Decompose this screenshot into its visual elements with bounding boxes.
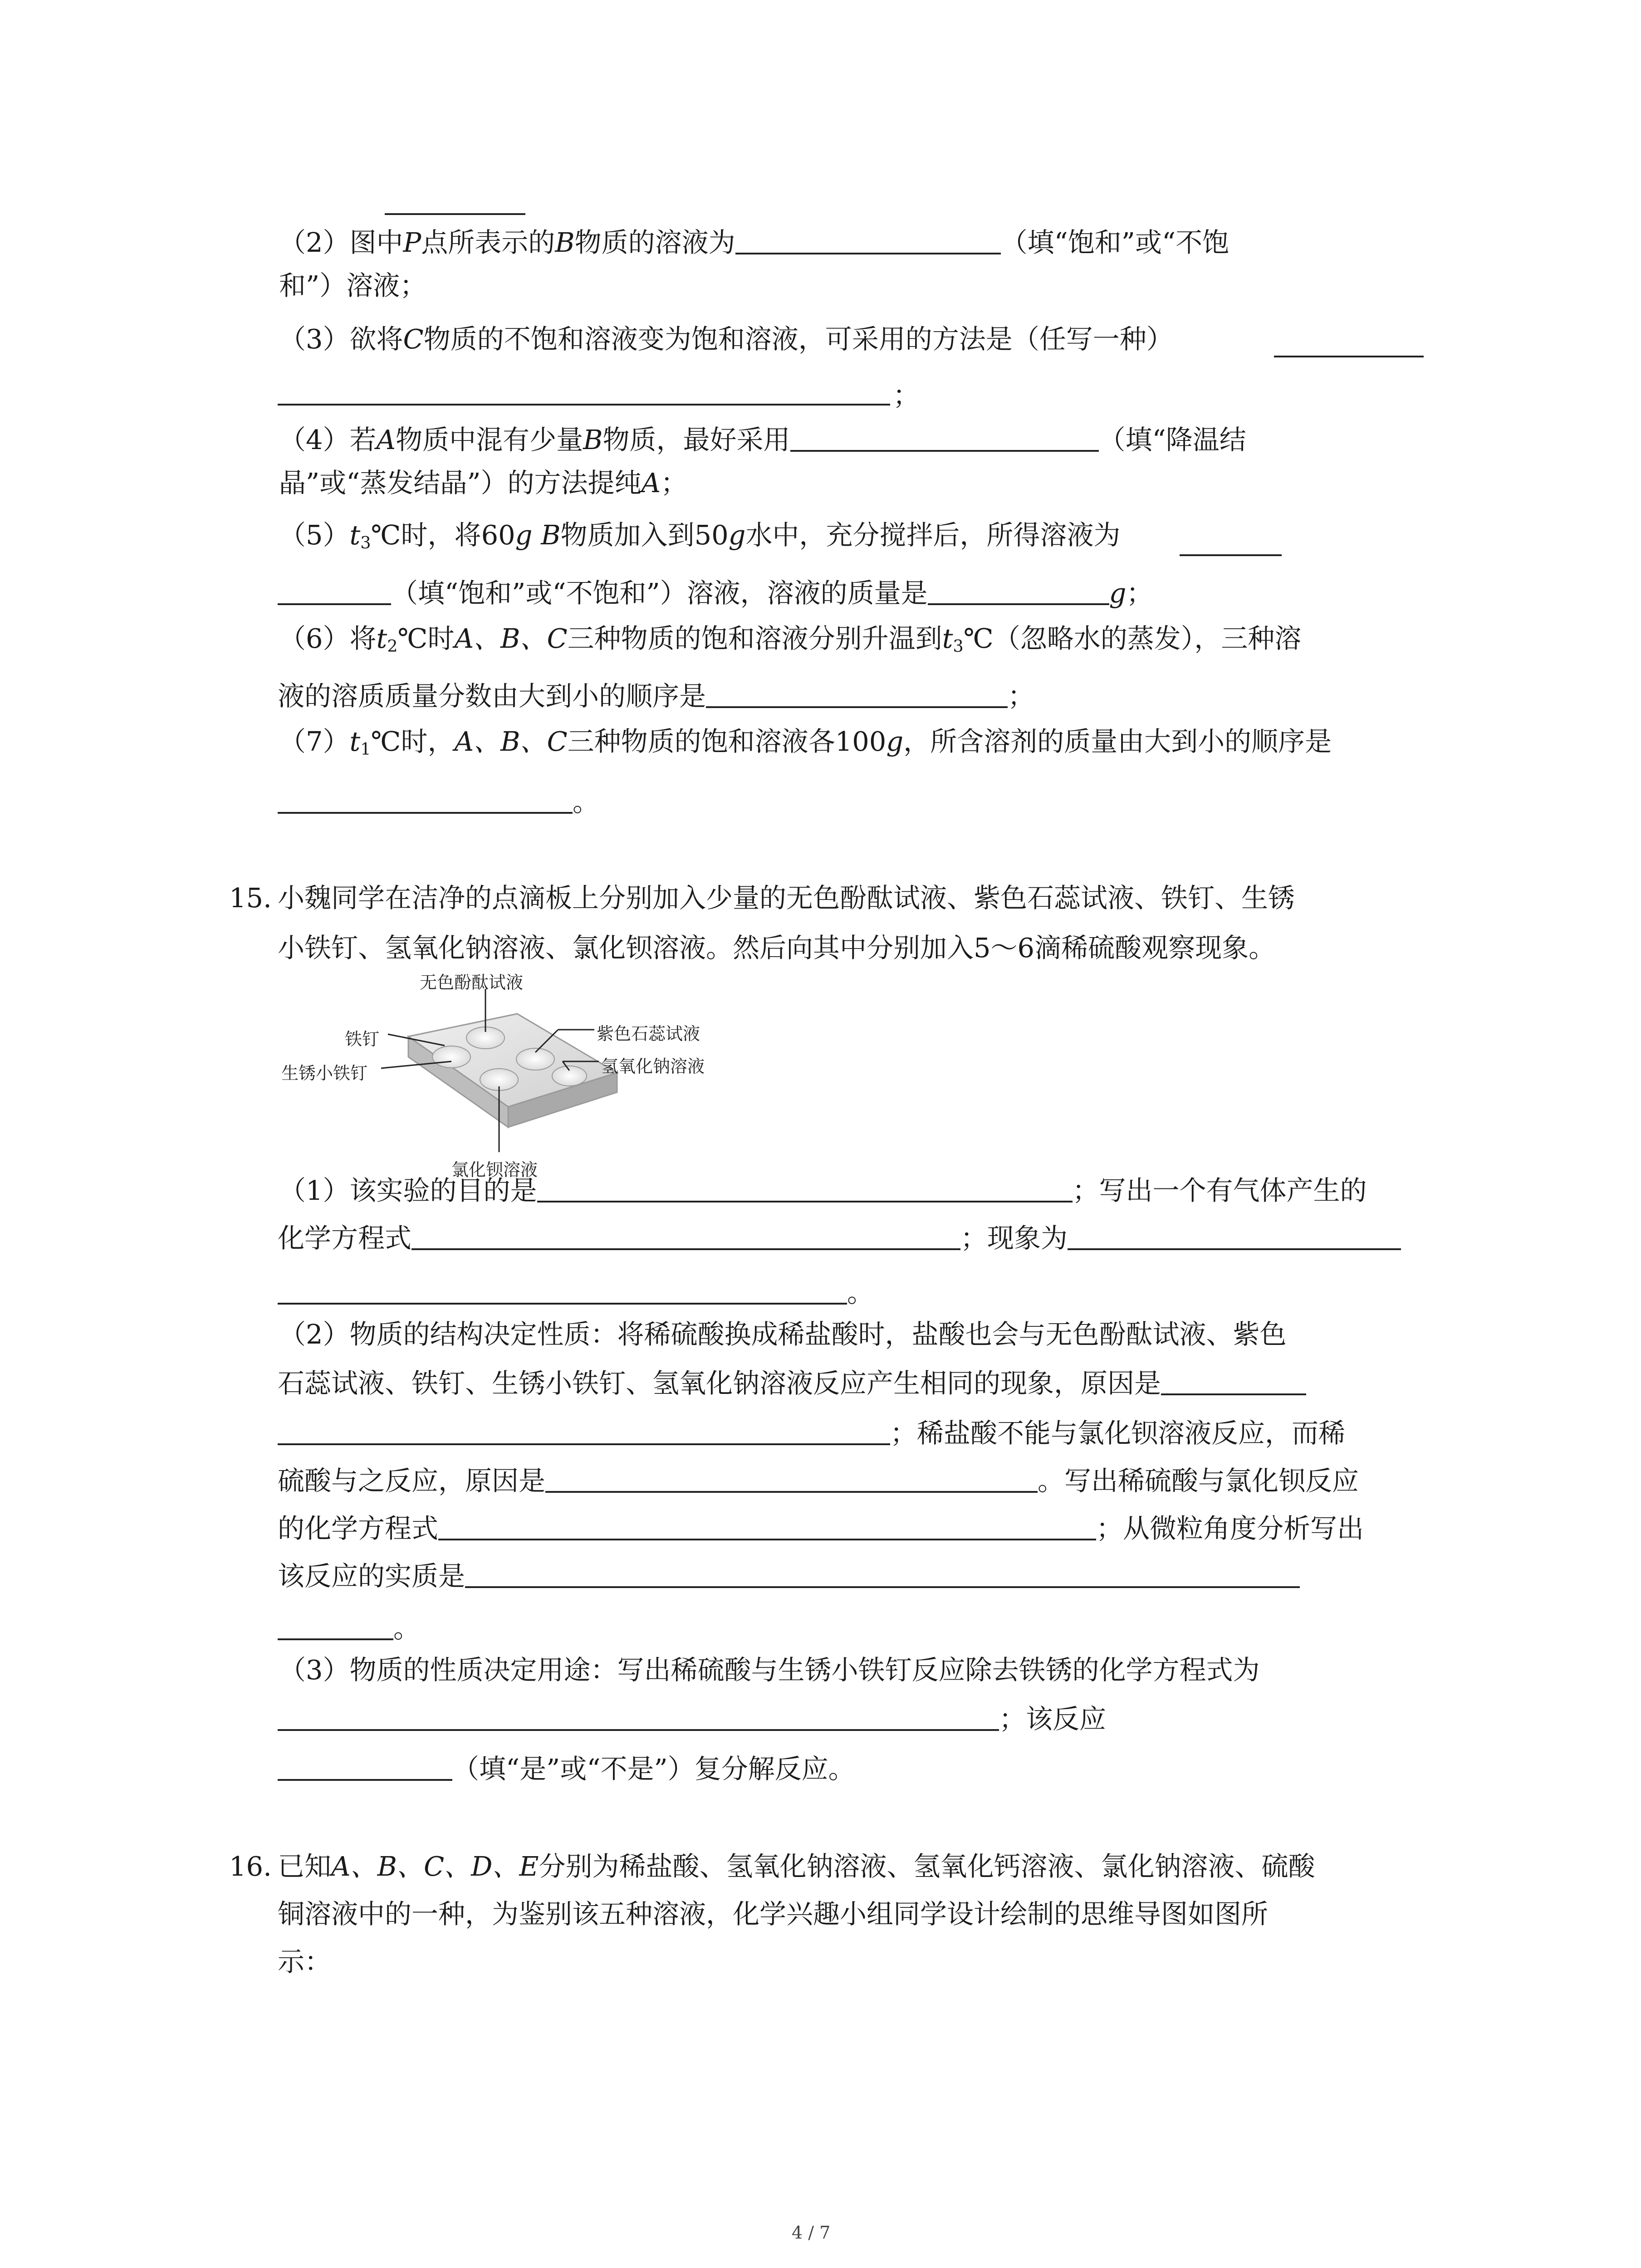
- q15-part2-line6: 该反应的实质是: [278, 1563, 1300, 1589]
- q14-part3-line1: （3）欲将C物质的不饱和溶液变为饱和溶液，可采用的方法是（任写一种）: [279, 323, 1173, 355]
- q15-intro-line2: 小铁钉、氢氧化钠溶液、氯化钡溶液。然后向其中分别加入5～6滴稀硫酸观察现象。: [278, 932, 1276, 963]
- q14-part6-line2: 液的溶质质量分数由大到小的顺序是 ；: [278, 680, 1035, 712]
- q15-part2-line2: 石蕊试液、铁钉、生锈小铁钉、氢氧化钠溶液反应产生相同的现象，原因是: [278, 1370, 1306, 1397]
- answer-blank[interactable]: [1068, 1248, 1401, 1250]
- q15-part1-line3: 。: [278, 1279, 874, 1306]
- q15-part2-line1: （2）物质的结构决定性质：将稀硫酸换成稀盐酸时，盐酸也会与无色酚酞试液、紫色: [279, 1319, 1287, 1350]
- q16-line1: 已知A、B、C、D、E分别为稀盐酸、氢氧化钠溶液、氢氧化钙溶液、氯化钠溶液、硫酸: [278, 1851, 1315, 1882]
- q14-part7-line2: 。: [278, 788, 599, 815]
- answer-blank[interactable]: [278, 1779, 452, 1781]
- q14-part5-line2: （填“饱和”或“不饱和”）溶液，溶液的质量是 g；: [278, 580, 1153, 606]
- answer-blank[interactable]: [411, 1248, 960, 1250]
- well: [552, 1066, 587, 1086]
- q16-line3: 示：: [278, 1946, 332, 1977]
- q15-part3-line1: （3）物质的性质决定用途：写出稀硫酸与生锈小铁钉反应除去铁锈的化学方程式为: [279, 1654, 1260, 1686]
- q14-part5-line1: $(5)t_3℃$时，将60g B物质加入到50g水中，充分搅拌后，所得溶液为: [279, 519, 1121, 553]
- answer-blank[interactable]: [706, 706, 1008, 708]
- q15-part2-line7: 。: [278, 1615, 420, 1642]
- q15-part2-line5: 的化学方程式 ；从微粒角度分析写出: [278, 1513, 1364, 1544]
- answer-blank[interactable]: [537, 1200, 1073, 1202]
- q15-part3-line3: （填“是”或“不是”）复分解反应。: [278, 1755, 855, 1782]
- label-phenolphthalein: 无色酚酞试液: [420, 973, 524, 992]
- q14-part2-line2: 和”）溶液；: [279, 270, 427, 301]
- answer-blank[interactable]: [735, 252, 1001, 254]
- label-naoh: 氢氧化钠溶液: [601, 1056, 705, 1076]
- q14-part3-end: ；: [893, 380, 920, 411]
- answer-blank[interactable]: [1274, 356, 1424, 357]
- q16-line2: 铜溶液中的一种，为鉴别该五种溶液，化学兴趣小组同学设计绘制的思维导图如图所: [278, 1898, 1269, 1930]
- q14-part6-line1: （6）将$t_2℃$时A、B、C三种物质的饱和溶液分别升温到$t_3℃$（忽略水的蒸发），三种溶: [279, 623, 1302, 656]
- q14-part4-line1: （4）若A物质中混有少量B物质，最好采用 （填“降温结: [279, 424, 1246, 455]
- label-bacl2: 氯化钡溶液: [451, 1160, 538, 1180]
- answer-blank[interactable]: [278, 1443, 890, 1445]
- q15-number: 15.: [229, 882, 272, 914]
- answer-blank[interactable]: [278, 811, 573, 814]
- answer-blank[interactable]: [928, 603, 1109, 605]
- answer-blank[interactable]: [790, 450, 1099, 452]
- answer-blank[interactable]: [278, 1638, 393, 1640]
- label-iron-nail: 铁钉: [345, 1029, 380, 1049]
- answer-blank[interactable]: [278, 603, 391, 605]
- answer-blank[interactable]: [465, 1586, 1300, 1588]
- q15-part3-line2: ；该反应: [278, 1706, 1106, 1732]
- q15-part2-line3: ；稀盐酸不能与氯化钡溶液反应，而稀: [278, 1420, 1345, 1447]
- answer-blank[interactable]: [545, 1491, 1038, 1493]
- q16-number: 16.: [229, 1851, 272, 1882]
- answer-blank[interactable]: [278, 1302, 847, 1305]
- q15-part1-line2: 化学方程式 ；现象为: [278, 1225, 1401, 1251]
- answer-blank[interactable]: [1180, 554, 1282, 556]
- well: [432, 1046, 470, 1068]
- q15-intro-line1: 小魏同学在洁净的点滴板上分别加入少量的无色酚酞试液、紫色石蕊试液、铁钉、生锈: [278, 882, 1295, 914]
- q15-part1-line1: （1）该实验的目的是 ；写出一个有气体产生的: [279, 1175, 1367, 1206]
- q15-part2-line4: 硫酸与之反应，原因是 。写出稀硫酸与氯化钡反应: [278, 1465, 1359, 1496]
- label-rusty-nail: 生锈小铁钉: [281, 1063, 368, 1083]
- q14-part7-line1: $(7)t_1℃$时，A、B、C三种物质的饱和溶液各100g，所含溶剂的质量由大到小的顺序是: [279, 726, 1332, 759]
- answer-blank[interactable]: [385, 213, 525, 215]
- q14-part2-line1: （2）图中P点所表示的B物质的溶液为 （填“饱和”或“不饱: [279, 227, 1230, 258]
- q14-part4-line2: 晶”或“蒸发结晶”）的方法提纯A；: [279, 467, 688, 499]
- answer-blank[interactable]: [438, 1538, 1096, 1540]
- answer-blank[interactable]: [278, 404, 890, 406]
- label-litmus: 紫色石蕊试液: [597, 1024, 700, 1044]
- answer-blank[interactable]: [278, 1729, 999, 1731]
- page-number: 4 / 7: [792, 2223, 831, 2243]
- answer-blank[interactable]: [1161, 1393, 1306, 1395]
